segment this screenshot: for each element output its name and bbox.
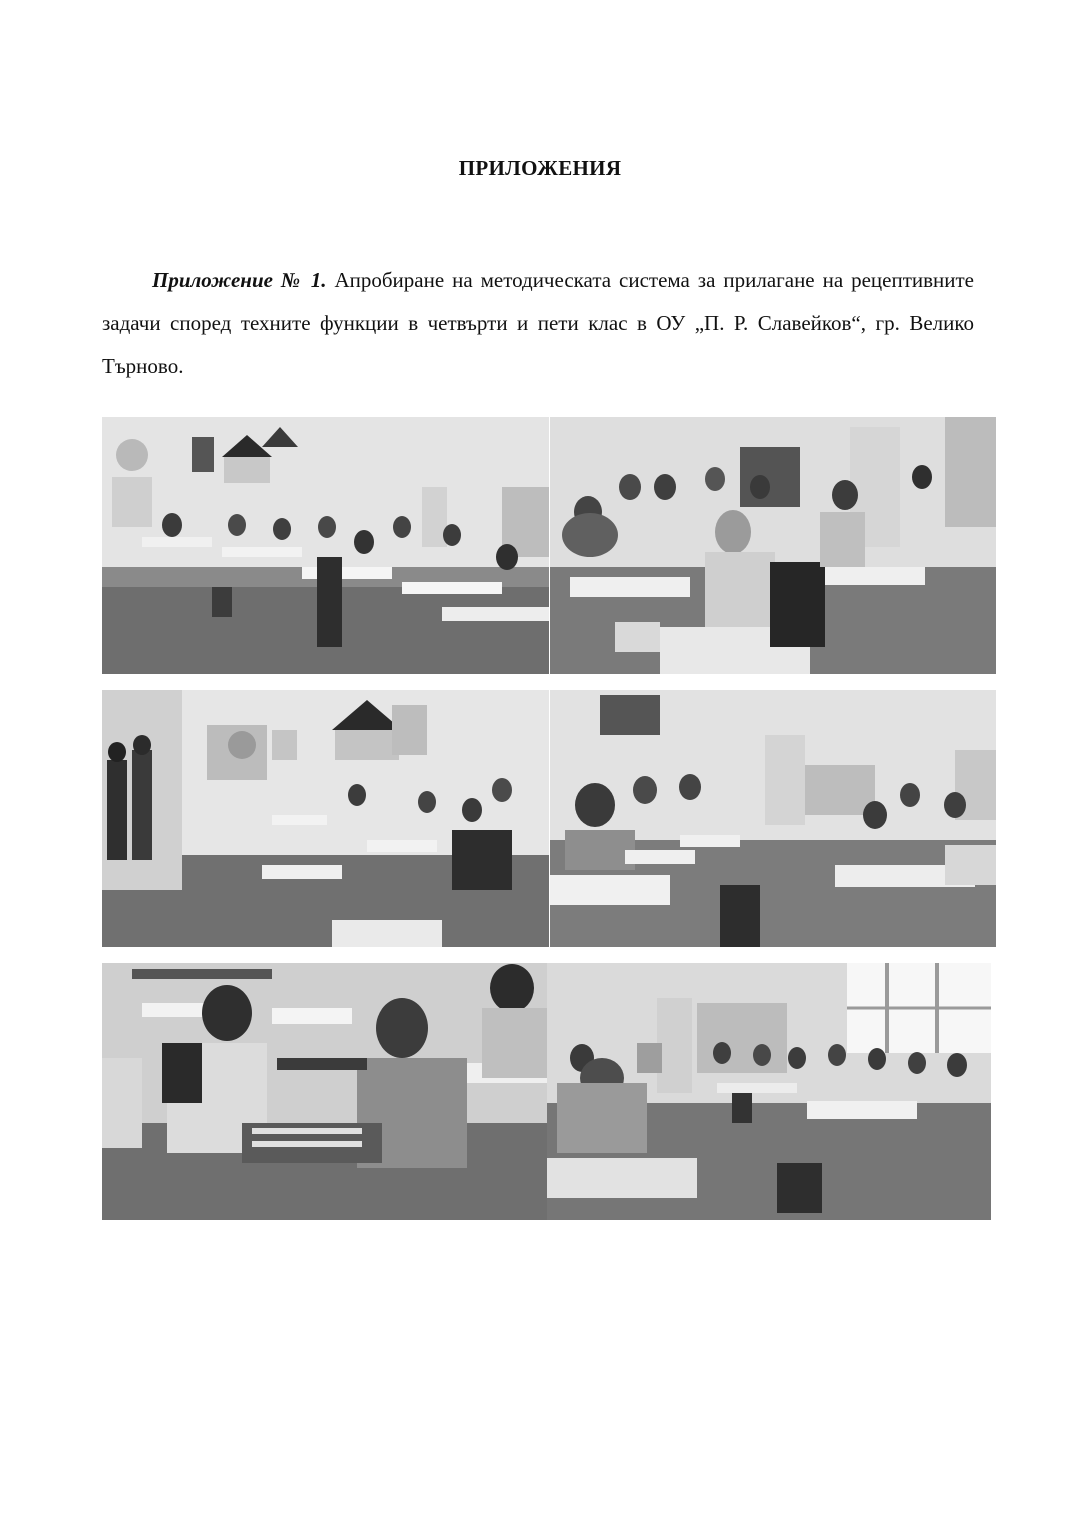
- appendix-label: Приложение № 1.: [152, 268, 327, 292]
- classroom-photo-4: [550, 690, 996, 947]
- classroom-photo-6: [547, 963, 991, 1220]
- appendix-description: Апробиране на методическата система за прилагане на рецептивните задачи според техните функции в четвърти и пети клас в ОУ „П. Р. Славейков“, гр. Велико Търново.: [102, 268, 974, 378]
- page-title: ПРИЛОЖЕНИЯ: [458, 156, 622, 180]
- classroom-photo-2: [550, 417, 996, 674]
- appendix-paragraph: [102, 259, 974, 388]
- classroom-photo-1: [102, 417, 549, 674]
- classroom-photo-3: [102, 690, 549, 947]
- classroom-photo-5: [102, 963, 547, 1220]
